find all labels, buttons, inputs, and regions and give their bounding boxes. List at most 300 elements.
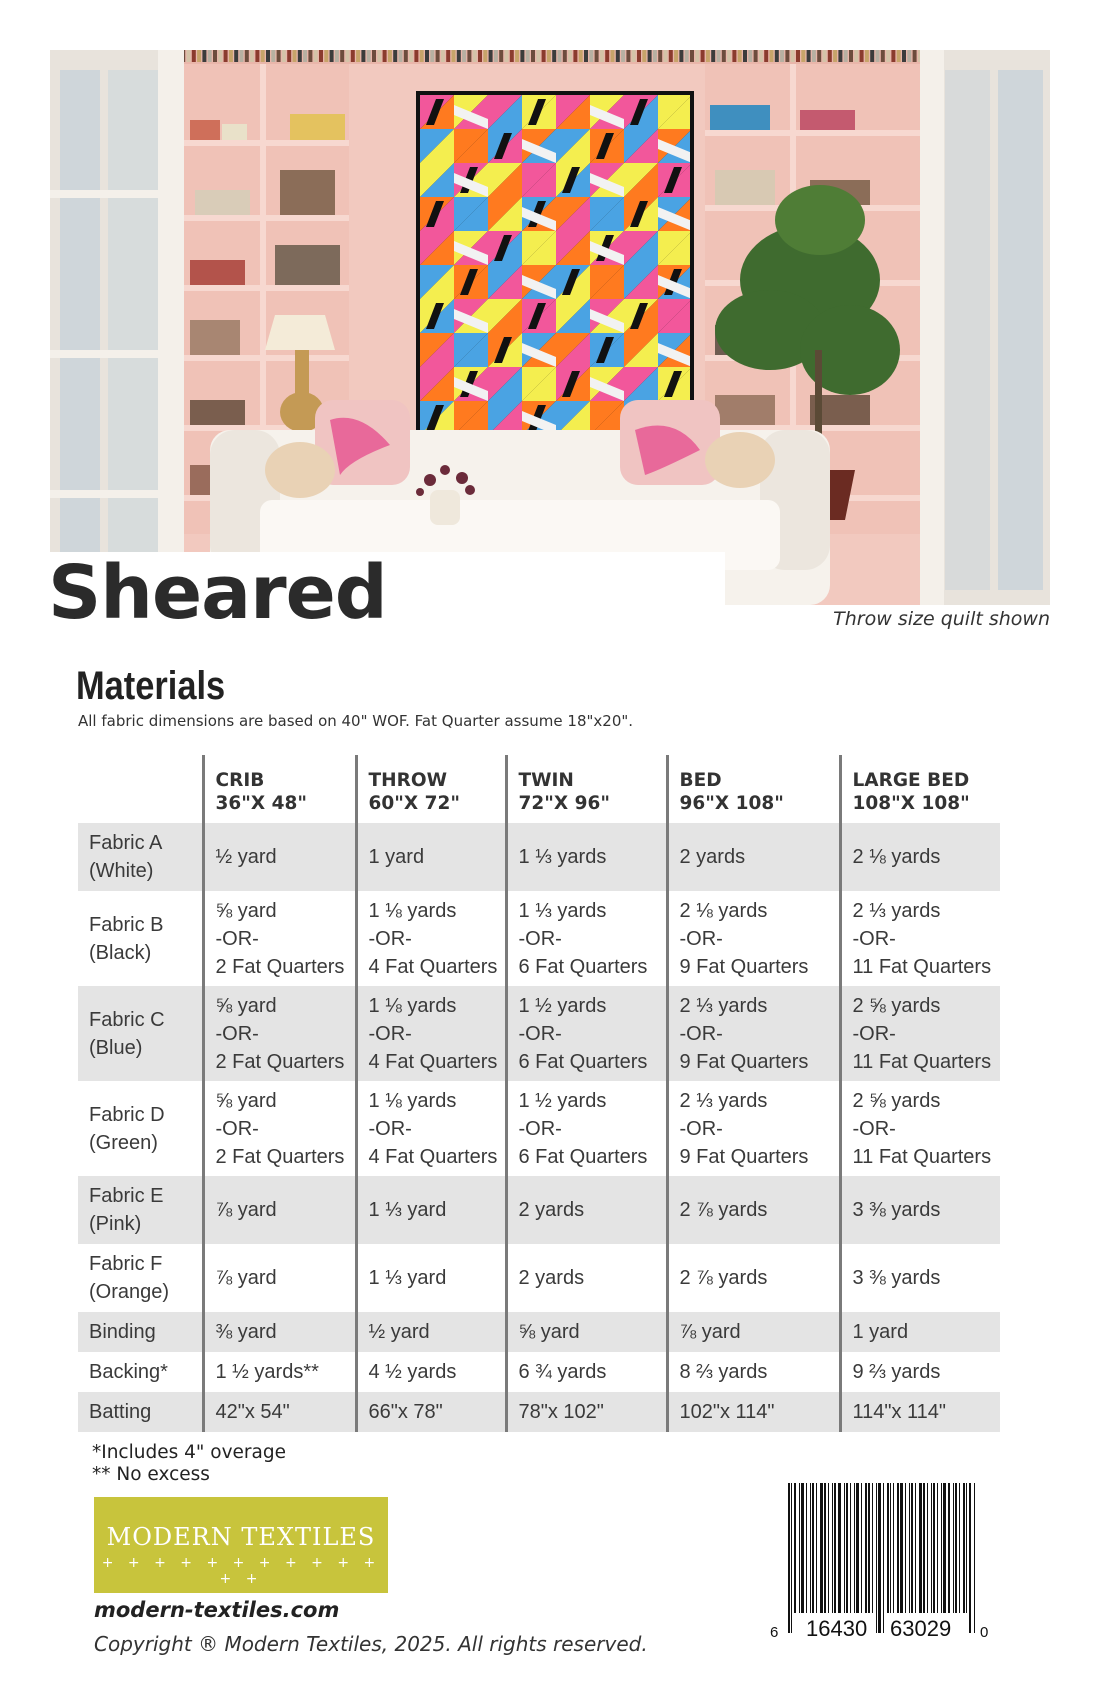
materials-table xyxy=(78,755,1000,1432)
quantity-cell xyxy=(356,1244,506,1312)
quantity-cell xyxy=(840,823,1000,891)
footnote-overage: *Includes 4" overage xyxy=(92,1442,286,1463)
book-spine xyxy=(791,50,795,62)
materials-row xyxy=(78,891,1000,986)
quantity-line: 2 ⅞ yards xyxy=(679,1267,768,1289)
row-label-line: (Green) xyxy=(89,1131,158,1154)
book-spine xyxy=(913,50,917,62)
barcode-bar xyxy=(915,1483,916,1613)
quantity-line: 9 ⅔ yards xyxy=(852,1361,941,1383)
footnotes xyxy=(92,1442,286,1486)
book-spine xyxy=(314,50,318,62)
row-label-line: Fabric F xyxy=(89,1253,163,1275)
quantity-cell xyxy=(203,1081,356,1176)
quantity-line: 2 ⅓ yards xyxy=(679,1089,768,1112)
barcode-last-digit: 0 xyxy=(980,1624,989,1641)
book-spine xyxy=(441,50,445,62)
quantity-cell xyxy=(506,891,667,986)
book-spine xyxy=(393,50,397,62)
book-spine xyxy=(351,50,355,62)
book-spine xyxy=(250,50,254,62)
book-spine xyxy=(838,50,842,62)
materials-note: All fabric dimensions are based on 40" WOF. Fat Quarter assume 18"x20". xyxy=(78,712,634,730)
header-blank xyxy=(78,755,203,823)
barcode-bar xyxy=(832,1483,833,1613)
book-spine xyxy=(187,50,191,62)
book-spine xyxy=(860,50,864,62)
quantity-line: 4 Fat Quarters xyxy=(368,1050,498,1073)
book-spine xyxy=(770,50,774,62)
book-spine xyxy=(844,50,848,62)
book-spine xyxy=(807,50,811,62)
row-label-line: (Blue) xyxy=(89,1036,143,1059)
book-spine xyxy=(229,50,233,62)
book-spine xyxy=(430,50,434,62)
quantity-line: ⅝ yard xyxy=(518,1321,580,1343)
book-spine xyxy=(595,50,599,62)
book-spine xyxy=(520,50,524,62)
quantity-line: 6 Fat Quarters xyxy=(518,1145,648,1168)
book-spine xyxy=(685,50,689,62)
quantity-line: 1 ⅛ yards xyxy=(368,899,457,922)
book-spine xyxy=(340,50,344,62)
materials-row xyxy=(78,1244,1000,1312)
materials-body xyxy=(78,823,1000,1432)
book-spine xyxy=(589,50,593,62)
book-spine xyxy=(324,50,328,62)
book-spine xyxy=(218,50,222,62)
book-spine xyxy=(605,50,609,62)
book-spine xyxy=(600,50,604,62)
quantity-line: -OR- xyxy=(679,927,723,950)
row-label xyxy=(78,1244,203,1312)
book-spine xyxy=(457,50,461,62)
book-spine xyxy=(796,50,800,62)
book-spine xyxy=(775,50,779,62)
book-spine xyxy=(505,50,509,62)
barcode-first-digit: 6 xyxy=(770,1624,779,1641)
quantity-cell xyxy=(667,1392,840,1432)
quantity-line: 2 ⅛ yards xyxy=(679,899,768,922)
quantity-line: 4 Fat Quarters xyxy=(368,955,498,978)
quantity-line: 1 yard xyxy=(852,1321,909,1343)
book-spine xyxy=(425,50,429,62)
barcode-bar xyxy=(834,1483,836,1613)
book-spine xyxy=(780,50,784,62)
quantity-line: 3 ⅜ yards xyxy=(852,1199,941,1221)
quantity-line: -OR- xyxy=(518,927,562,950)
quantity-cell xyxy=(506,986,667,1081)
book-spine xyxy=(637,50,641,62)
book-spine xyxy=(573,50,577,62)
barcode-bar xyxy=(941,1483,942,1613)
quantity-line: 3 ⅜ yards xyxy=(852,1267,941,1289)
header-bed: BED 96"X 108" xyxy=(667,755,840,823)
row-label-line: (Pink) xyxy=(89,1213,142,1235)
book-spine xyxy=(828,50,832,62)
book-spine xyxy=(383,50,387,62)
quantity-line: 4 Fat Quarters xyxy=(368,1145,498,1168)
quantity-cell xyxy=(667,1081,840,1176)
book-spine xyxy=(833,50,837,62)
barcode-bar xyxy=(887,1483,889,1613)
quantity-line: ⅝ yard xyxy=(215,899,277,922)
book-spine xyxy=(319,50,323,62)
quantity-line: 114"x 114" xyxy=(852,1401,947,1423)
barcode-bar xyxy=(883,1483,884,1633)
book-spine xyxy=(346,50,350,62)
quantity-cell xyxy=(356,1392,506,1432)
quantity-line: 1 ⅓ yards xyxy=(518,899,607,922)
row-label-line: Batting xyxy=(89,1401,152,1423)
barcode-bar xyxy=(948,1483,950,1613)
row-label-line: (Black) xyxy=(89,941,152,964)
quantity-line: 1 ½ yards** xyxy=(215,1361,319,1383)
quantity-cell xyxy=(506,823,667,891)
quantity-line: -OR- xyxy=(368,1117,412,1140)
book-spine xyxy=(335,50,339,62)
quantity-line: 1 ⅓ yards xyxy=(518,846,607,868)
book-spine xyxy=(420,50,424,62)
quantity-cell xyxy=(203,1244,356,1312)
quantity-cell xyxy=(667,1244,840,1312)
row-label-line: Fabric A xyxy=(89,832,163,854)
quantity-line: 9 Fat Quarters xyxy=(679,1145,809,1168)
quantity-cell xyxy=(506,1244,667,1312)
row-label xyxy=(78,823,203,891)
barcode-bar xyxy=(872,1483,873,1613)
book-spine xyxy=(494,50,498,62)
quantity-line: 2 Fat Quarters xyxy=(215,955,345,978)
book-spine xyxy=(690,50,694,62)
book-spine xyxy=(881,50,885,62)
book-spine xyxy=(277,50,281,62)
quantity-line: -OR- xyxy=(679,1117,723,1140)
book-spine xyxy=(648,50,652,62)
book-spine xyxy=(754,50,758,62)
quantity-line: 2 ⅓ yards xyxy=(852,899,941,922)
footnote-no-excess: ** No excess xyxy=(92,1464,210,1485)
book-spine xyxy=(372,50,376,62)
quantity-line: ⅝ yard xyxy=(215,994,277,1017)
quantity-cell xyxy=(506,1176,667,1244)
row-label-line: (White) xyxy=(89,860,154,882)
barcode-bar xyxy=(788,1483,790,1633)
book-spine xyxy=(266,50,270,62)
book-spine xyxy=(563,50,567,62)
book-spine xyxy=(823,50,827,62)
quantity-line: 2 yards xyxy=(679,846,746,868)
pattern-title: Sheared xyxy=(48,550,387,636)
book-spine xyxy=(467,50,471,62)
barcode-bar xyxy=(893,1483,894,1613)
barcode-bar xyxy=(854,1483,855,1613)
quantity-line: 2 ⅞ yards xyxy=(679,1199,768,1221)
barcode-bar xyxy=(943,1483,946,1613)
book-spine xyxy=(308,50,312,62)
quantity-cell xyxy=(667,823,840,891)
quantity-line: 9 Fat Quarters xyxy=(679,1050,809,1073)
quantity-cell xyxy=(506,1312,667,1352)
quantity-line: 11 Fat Quarters xyxy=(852,955,992,978)
barcode-bar xyxy=(810,1483,811,1613)
book-spine xyxy=(886,50,890,62)
quantity-cell xyxy=(356,1176,506,1244)
book-spine xyxy=(727,50,731,62)
quantity-line: 2 ⅛ yards xyxy=(852,846,941,868)
book-spine xyxy=(584,50,588,62)
quantity-line: ½ yard xyxy=(368,1321,430,1343)
quantity-cell xyxy=(203,1176,356,1244)
header-large-bed: LARGE BED 108"X 108" xyxy=(840,755,1000,823)
book-spine xyxy=(902,50,906,62)
row-label xyxy=(78,1312,203,1352)
quantity-line: 8 ⅔ yards xyxy=(679,1361,768,1383)
row-label xyxy=(78,1176,203,1244)
book-spine xyxy=(897,50,901,62)
book-spine xyxy=(446,50,450,62)
book-spine xyxy=(876,50,880,62)
book-spine xyxy=(907,50,911,62)
quantity-cell xyxy=(203,986,356,1081)
book-spine xyxy=(764,50,768,62)
quantity-line: 1 ⅓ yard xyxy=(368,1199,447,1221)
book-spine xyxy=(452,50,456,62)
barcode-bar xyxy=(876,1483,877,1633)
quantity-line: -OR- xyxy=(679,1022,723,1045)
barcode-bar xyxy=(905,1483,906,1613)
quantity-cell xyxy=(667,891,840,986)
book-spine xyxy=(287,50,291,62)
book-spine xyxy=(234,50,238,62)
quantity-cell xyxy=(506,1081,667,1176)
quantity-line: ⅞ yard xyxy=(679,1321,741,1343)
book-spine xyxy=(499,50,503,62)
book-spine xyxy=(616,50,620,62)
barcode-bar xyxy=(966,1483,967,1613)
book-spine xyxy=(669,50,673,62)
materials-heading: Materials xyxy=(76,664,226,708)
quantity-line: -OR- xyxy=(852,927,896,950)
book-spine xyxy=(282,50,286,62)
book-spine xyxy=(865,50,869,62)
book-spine xyxy=(722,50,726,62)
quantity-line: 1 yard xyxy=(368,846,425,868)
book-spine xyxy=(192,50,196,62)
book-spine xyxy=(245,50,249,62)
quantity-cell xyxy=(840,1176,1000,1244)
barcode-bar xyxy=(897,1483,899,1613)
barcode-bar xyxy=(933,1483,935,1613)
quantity-line: 66"x 78" xyxy=(368,1401,443,1423)
quantity-cell xyxy=(840,986,1000,1081)
book-spine xyxy=(202,50,206,62)
upc-barcode xyxy=(770,1483,1000,1643)
book-spine xyxy=(679,50,683,62)
quantity-line: ½ yard xyxy=(215,846,277,868)
book-spine xyxy=(531,50,535,62)
row-label xyxy=(78,986,203,1081)
quantity-line: 2 ⅝ yards xyxy=(852,994,941,1017)
barcode-bar xyxy=(791,1483,792,1633)
book-spine xyxy=(642,50,646,62)
book-spine xyxy=(664,50,668,62)
header-crib: CRIB 36"X 48" xyxy=(203,755,356,823)
quantity-cell xyxy=(356,823,506,891)
row-label-line: Fabric E xyxy=(89,1185,164,1207)
barcode-bar xyxy=(828,1483,829,1613)
row-label-line: Fabric B xyxy=(89,913,164,936)
materials-row xyxy=(78,823,1000,891)
quantity-line: ⅝ yard xyxy=(215,1089,277,1112)
book-spine xyxy=(255,50,259,62)
materials-row xyxy=(78,1081,1000,1176)
quantity-cell xyxy=(203,1392,356,1432)
book-spine xyxy=(568,50,572,62)
barcode-bar xyxy=(923,1483,925,1613)
book-spine xyxy=(812,50,816,62)
book-spine xyxy=(849,50,853,62)
barcode-bar xyxy=(850,1483,851,1613)
quantity-line: -OR- xyxy=(215,1117,259,1140)
barcode-bar xyxy=(974,1483,975,1633)
book-spine xyxy=(674,50,678,62)
barcode-bar xyxy=(878,1483,881,1633)
book-spine xyxy=(706,50,710,62)
barcode-bar xyxy=(844,1483,845,1613)
book-spine xyxy=(478,50,482,62)
quantity-line: 1 ⅓ yard xyxy=(368,1267,447,1289)
book-spine xyxy=(303,50,307,62)
website-link[interactable]: modern-textiles.com xyxy=(94,1598,340,1622)
barcode-bar xyxy=(856,1483,859,1613)
barcode-bar xyxy=(963,1483,965,1613)
book-spine xyxy=(208,50,212,62)
book-spine xyxy=(695,50,699,62)
book-spine xyxy=(536,50,540,62)
logo-text: MODERN TEXTILES xyxy=(106,1523,376,1551)
quantity-line: -OR- xyxy=(368,1022,412,1045)
book-spine xyxy=(261,50,265,62)
book-spine xyxy=(653,50,657,62)
barcode-bar xyxy=(794,1483,796,1613)
quantity-line: 11 Fat Quarters xyxy=(852,1050,992,1073)
book-spine xyxy=(361,50,365,62)
book-spine xyxy=(293,50,297,62)
book-spine xyxy=(473,50,477,62)
book-spine xyxy=(298,50,302,62)
logo-dots: + + + + + + + + + + + + + xyxy=(101,1555,381,1587)
quantity-line: 42"x 54" xyxy=(215,1401,290,1423)
row-label xyxy=(78,891,203,986)
quantity-line: 6 Fat Quarters xyxy=(518,1050,648,1073)
quantity-line: 2 Fat Quarters xyxy=(215,1145,345,1168)
book-spine xyxy=(213,50,217,62)
quantity-line: -OR- xyxy=(215,1022,259,1045)
barcode-bar xyxy=(959,1483,960,1613)
row-label-line: Binding xyxy=(89,1321,156,1343)
quantity-cell xyxy=(356,1352,506,1392)
materials-row xyxy=(78,1176,1000,1244)
book-spine xyxy=(552,50,556,62)
quantity-line: 2 yards xyxy=(518,1267,585,1289)
quantity-cell xyxy=(667,1352,840,1392)
barcode-bar xyxy=(865,1483,867,1613)
barcode-bar xyxy=(953,1483,954,1613)
book-spine xyxy=(854,50,858,62)
book-spine xyxy=(542,50,546,62)
barcode-bar xyxy=(931,1483,932,1613)
quantity-cell xyxy=(840,1352,1000,1392)
book-spine xyxy=(526,50,530,62)
quantity-cell xyxy=(840,891,1000,986)
header-twin: TWIN 72"X 96" xyxy=(506,755,667,823)
quantity-cell xyxy=(356,1312,506,1352)
book-spine xyxy=(510,50,514,62)
materials-row xyxy=(78,1312,1000,1352)
quantity-cell xyxy=(356,891,506,986)
quantity-line: -OR- xyxy=(518,1022,562,1045)
quantity-cell xyxy=(203,1312,356,1352)
materials-header-row xyxy=(78,755,1000,823)
row-label-line: Fabric D xyxy=(89,1103,165,1126)
book-spine xyxy=(377,50,381,62)
quantity-line: ⅜ yard xyxy=(215,1321,277,1343)
book-spine xyxy=(547,50,551,62)
barcode-bar xyxy=(801,1483,804,1613)
book-spine xyxy=(388,50,392,62)
quantity-cell xyxy=(840,1392,1000,1432)
book-spine xyxy=(404,50,408,62)
quantity-cell xyxy=(667,986,840,1081)
book-spine xyxy=(330,50,334,62)
row-label xyxy=(78,1081,203,1176)
book-spine xyxy=(462,50,466,62)
materials-row xyxy=(78,1352,1000,1392)
book-spine xyxy=(621,50,625,62)
book-spine xyxy=(711,50,715,62)
photo-caption: Throw size quilt shown xyxy=(833,608,1050,630)
barcode-right-group: 63029 xyxy=(890,1616,952,1641)
quantity-line: 2 ⅝ yards xyxy=(852,1089,941,1112)
quantity-line: 6 Fat Quarters xyxy=(518,955,648,978)
header-throw: THROW 60"X 72" xyxy=(356,755,506,823)
barcode-bar xyxy=(969,1483,971,1633)
quantity-cell xyxy=(840,1312,1000,1352)
barcode-bar xyxy=(919,1483,922,1613)
quantity-line: 2 Fat Quarters xyxy=(215,1050,345,1073)
quantity-line: 2 yards xyxy=(518,1199,585,1221)
book-spine xyxy=(489,50,493,62)
quantity-line: 1 ⅛ yards xyxy=(368,994,457,1017)
quantity-line: 1 ½ yards xyxy=(518,1089,607,1112)
book-spine xyxy=(399,50,403,62)
book-spine xyxy=(271,50,275,62)
book-spine xyxy=(409,50,413,62)
quantity-line: 1 ½ yards xyxy=(518,994,607,1017)
book-spine xyxy=(611,50,615,62)
book-spine xyxy=(817,50,821,62)
quantity-line: 6 ¾ yards xyxy=(518,1361,607,1383)
quantity-line: 9 Fat Quarters xyxy=(679,955,809,978)
quantity-cell xyxy=(506,1392,667,1432)
quantity-line: 11 Fat Quarters xyxy=(852,1145,992,1168)
barcode-bar xyxy=(861,1483,862,1613)
barcode-bar xyxy=(816,1483,817,1613)
materials-row xyxy=(78,986,1000,1081)
book-spine xyxy=(626,50,630,62)
quantity-cell xyxy=(667,1312,840,1352)
